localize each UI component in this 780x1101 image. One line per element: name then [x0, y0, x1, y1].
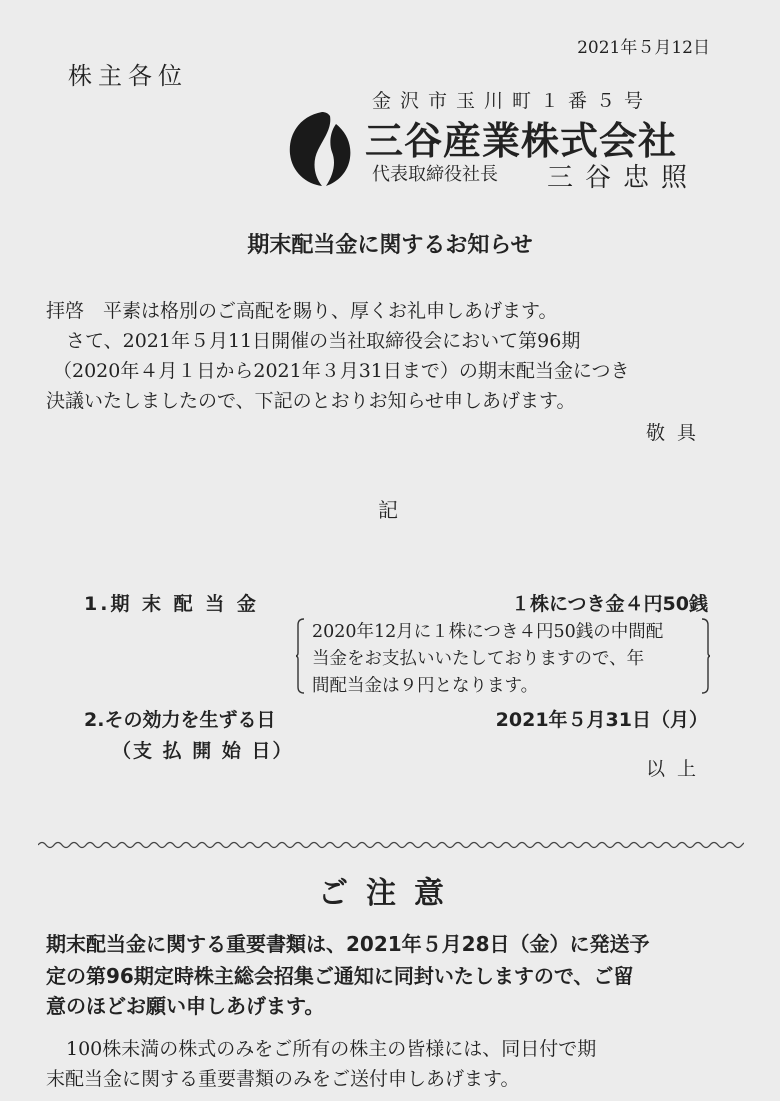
representative-name: 三谷忠照	[547, 163, 700, 193]
wavy-divider	[38, 838, 744, 852]
item-payment-start-label: （支 払 開 始 日）	[112, 740, 294, 762]
caution-line: 末配当金に関する重要書類のみをご送付申しあげます。	[46, 1068, 520, 1090]
company-name: 三谷産業株式会社	[365, 119, 678, 163]
closing-ijo: 以上	[645, 758, 708, 780]
item-effective-date-value: 2021年５月31日（月）	[495, 709, 708, 731]
note-line: 当金をお支払いいたしておりますので、年	[312, 649, 645, 669]
body-line: 決議いたしましたので、下記のとおりお知らせ申しあげます。	[46, 390, 576, 412]
representative-title: 代表取締役社長	[372, 164, 498, 185]
ki-heading: 記	[378, 498, 398, 522]
company-address: 金沢市玉川町１番５号	[372, 90, 653, 112]
body-line: さて、2021年５月11日開催の当社取締役会において第96期	[66, 330, 581, 352]
caution-title: ご注意	[318, 876, 462, 911]
body-line: （2020年４月１日から2021年３月31日まで）の期末配当金につき	[53, 360, 630, 382]
item-dividend-label: 1.期 末 配 当 金	[84, 593, 259, 615]
item-effective-date-label: 2.その効力を生ずる日	[84, 709, 276, 731]
notice-date: 2021年５月12日	[577, 38, 710, 58]
note-line: 間配当金は９円となります。	[312, 676, 539, 696]
company-logo-icon	[286, 110, 358, 188]
body-line: 拝啓 平素は格別のご高配を賜り、厚くお礼申しあげます。	[46, 300, 558, 322]
document-title: 期末配当金に関するお知らせ	[247, 233, 533, 258]
caution-bold-line: 定の第96期定時株主総会招集ご通知に同封いたしますので、ご留	[46, 964, 634, 988]
caution-bold-line: 期末配当金に関する重要書類は、2021年５月28日（金）に発送予	[46, 932, 650, 956]
closing-keigu: 敬具	[645, 422, 708, 444]
note-line: 2020年12月に１株につき４円50銭の中間配	[312, 622, 664, 642]
addressee: 株主各位	[68, 62, 188, 90]
item-dividend-value: １株につき金４円50銭	[510, 593, 708, 615]
caution-bold-line: 意のほどお願い申しあげます。	[46, 994, 325, 1018]
caution-line: 100株未満の株式のみをご所有の株主の皆様には、同日付で期	[66, 1038, 597, 1060]
